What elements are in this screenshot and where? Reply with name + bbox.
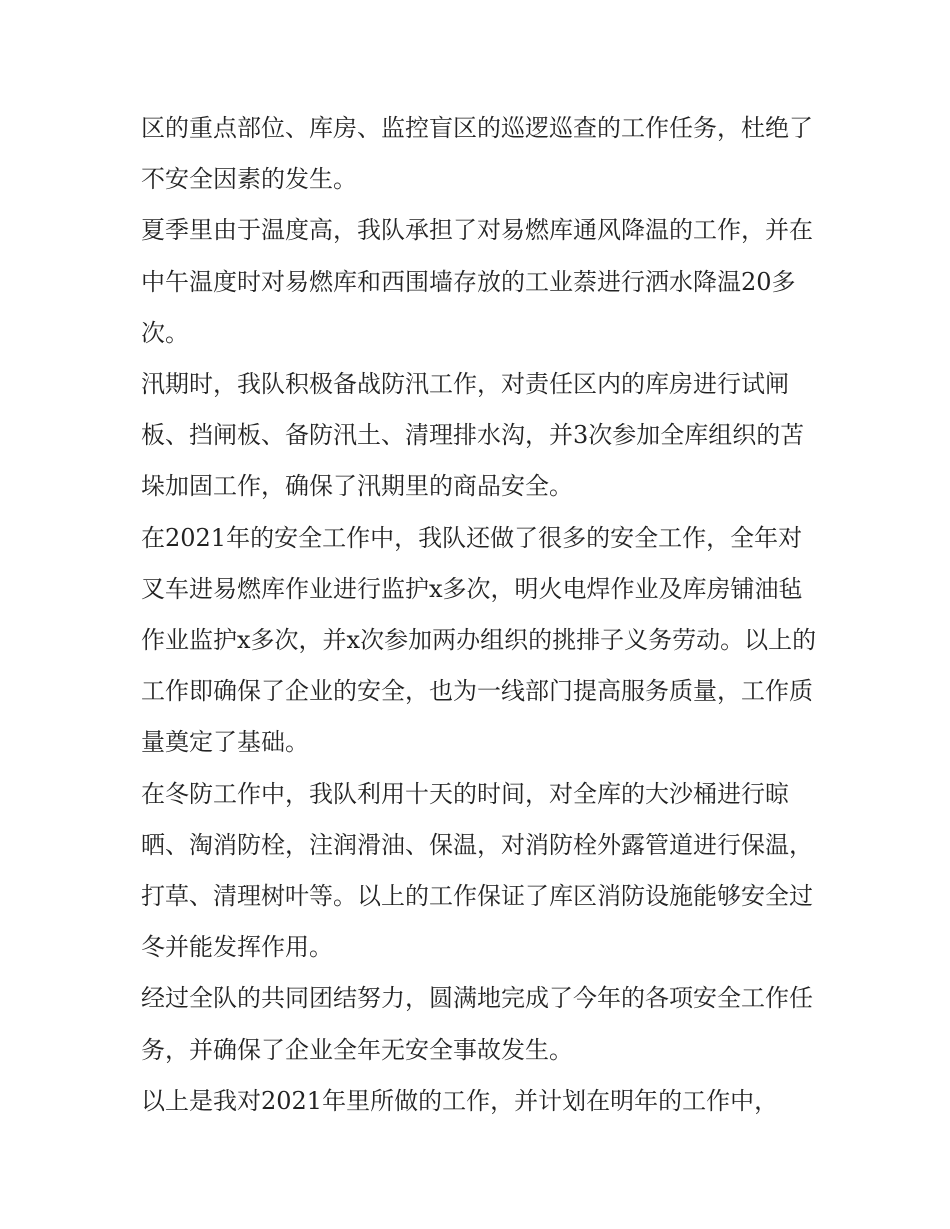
paragraph-6: 经过全队的共同团结努力，圆满地完成了今年的各项安全工作任务，并确保了企业全年无安全事故发生。 <box>141 984 813 1064</box>
paragraph-7: 以上是我对2021年里所做的工作，并计划在明年的工作中， <box>141 1086 779 1115</box>
paragraph-4: 在2021年的安全工作中，我队还做了很多的安全工作，全年对叉车进易燃库作业进行监护x多次，明火电焊作业及库房铺油毡作业监护x多次，并x次参加两办组织的挑排子义务劳动。以上的工作即确保了企业的安全，也为一线部门提高服务质量，工作质量奠定了基础。 <box>141 523 817 757</box>
paragraph-1: 区的重点部位、库房、监控盲区的巡逻巡查的工作任务，杜绝了不安全因素的发生。 <box>141 114 813 194</box>
paragraph-5: 在冬防工作中，我队利用十天的时间，对全库的大沙桶进行晾晒、淘消防栓，注润滑油、保温，对消防栓外露管道进行保温，打草、清理树叶等。以上的工作保证了库区消防设施能够安全过冬并能发挥作用。 <box>141 779 813 962</box>
paragraph-3: 汛期时，我队积极备战防汛工作，对责任区内的库房进行试闸板、挡闸板、备防汛土、清理排水沟，并3次参加全库组织的苫垛加固工作，确保了汛期里的商品安全。 <box>141 370 805 501</box>
document-body <box>141 103 821 1127</box>
paragraph-2: 夏季里由于温度高，我队承担了对易燃库通风降温的工作，并在中午温度时对易燃库和西围墙存放的工业萘进行洒水降温20多次。 <box>141 216 813 347</box>
